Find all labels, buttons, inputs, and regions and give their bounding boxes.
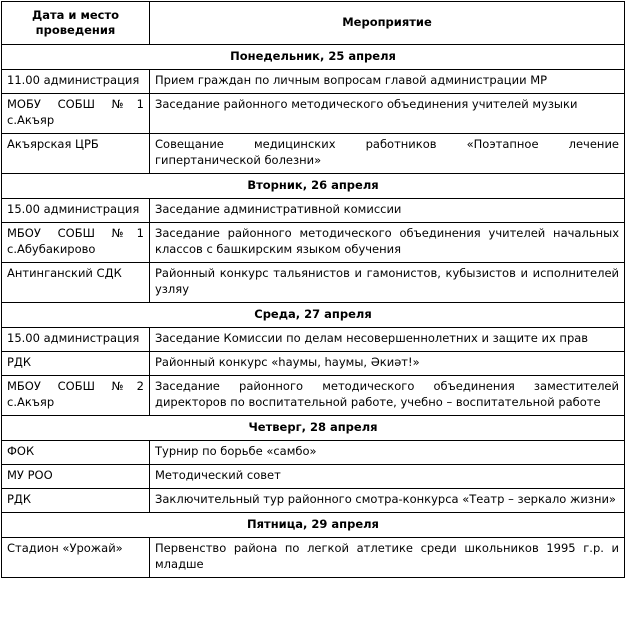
row-place: Стадион «Урожай»	[2, 538, 150, 578]
row-place: 15.00 администрация	[2, 199, 150, 223]
day-header-row	[2, 45, 625, 70]
table-row	[2, 489, 625, 513]
day-title: Вторник, 26 апреля	[2, 174, 625, 199]
table-row	[2, 223, 625, 263]
table-row	[2, 441, 625, 465]
row-place: 11.00 администрация	[2, 70, 150, 94]
table-row	[2, 94, 625, 134]
row-place: Акъярская ЦРБ	[2, 134, 150, 174]
table-row	[2, 352, 625, 376]
row-place: ФОК	[2, 441, 150, 465]
day-header-row	[2, 303, 625, 328]
table-row	[2, 134, 625, 174]
table-row	[2, 328, 625, 352]
row-event: Заседание административной комиссии	[150, 199, 625, 223]
row-event: Заседание районного методического объединения учителей начальных классов с башкирским языком обучения	[150, 223, 625, 263]
row-place: РДК	[2, 489, 150, 513]
table-header-row	[2, 2, 625, 45]
header-event: Мероприятие	[150, 2, 625, 45]
row-event: Методический совет	[150, 465, 625, 489]
day-header-row	[2, 174, 625, 199]
row-place: РДК	[2, 352, 150, 376]
table-row	[2, 199, 625, 223]
row-event: Районный конкурс «һаумы, һаумы, Әкиәт!»	[150, 352, 625, 376]
table-row	[2, 263, 625, 303]
row-event: Заседание Комиссии по делам несовершеннолетних и защите их прав	[150, 328, 625, 352]
row-event: Заключительный тур районного смотра-конкурса «Театр – зеркало жизни»	[150, 489, 625, 513]
row-event: Заседание районного методического объединения заместителей директоров по воспитательной работе, учебно – воспитательной работе	[150, 376, 625, 416]
row-event: Совещание медицинских работников «Поэтапное лечение гипертанической болезни»	[150, 134, 625, 174]
day-title: Пятница, 29 апреля	[2, 513, 625, 538]
day-header-row	[2, 416, 625, 441]
row-place: Антинганский СДК	[2, 263, 150, 303]
table-row	[2, 538, 625, 578]
schedule-table	[1, 1, 625, 578]
table-row	[2, 70, 625, 94]
day-title: Понедельник, 25 апреля	[2, 45, 625, 70]
header-date-place: Дата и место проведения	[2, 2, 150, 45]
table-row	[2, 376, 625, 416]
row-event: Прием граждан по личным вопросам главой администрации МР	[150, 70, 625, 94]
row-place: МБОУ СОБШ №2 с.Акъяр	[2, 376, 150, 416]
day-title: Четверг, 28 апреля	[2, 416, 625, 441]
table-row	[2, 465, 625, 489]
row-event: Районный конкурс тальянистов и гамонистов, кубызистов и исполнителей узляу	[150, 263, 625, 303]
row-place: МУ РОО	[2, 465, 150, 489]
row-place: 15.00 администрация	[2, 328, 150, 352]
day-header-row	[2, 513, 625, 538]
row-event: Первенство района по легкой атлетике среди школьников 1995 г.р. и младше	[150, 538, 625, 578]
row-event: Турнир по борьбе «самбо»	[150, 441, 625, 465]
row-place: МБОУ СОБШ №1 с.Абубакирово	[2, 223, 150, 263]
row-place: МОБУ СОБШ №1 с.Акъяр	[2, 94, 150, 134]
row-event: Заседание районного методического объединения учителей музыки	[150, 94, 625, 134]
day-title: Среда, 27 апреля	[2, 303, 625, 328]
